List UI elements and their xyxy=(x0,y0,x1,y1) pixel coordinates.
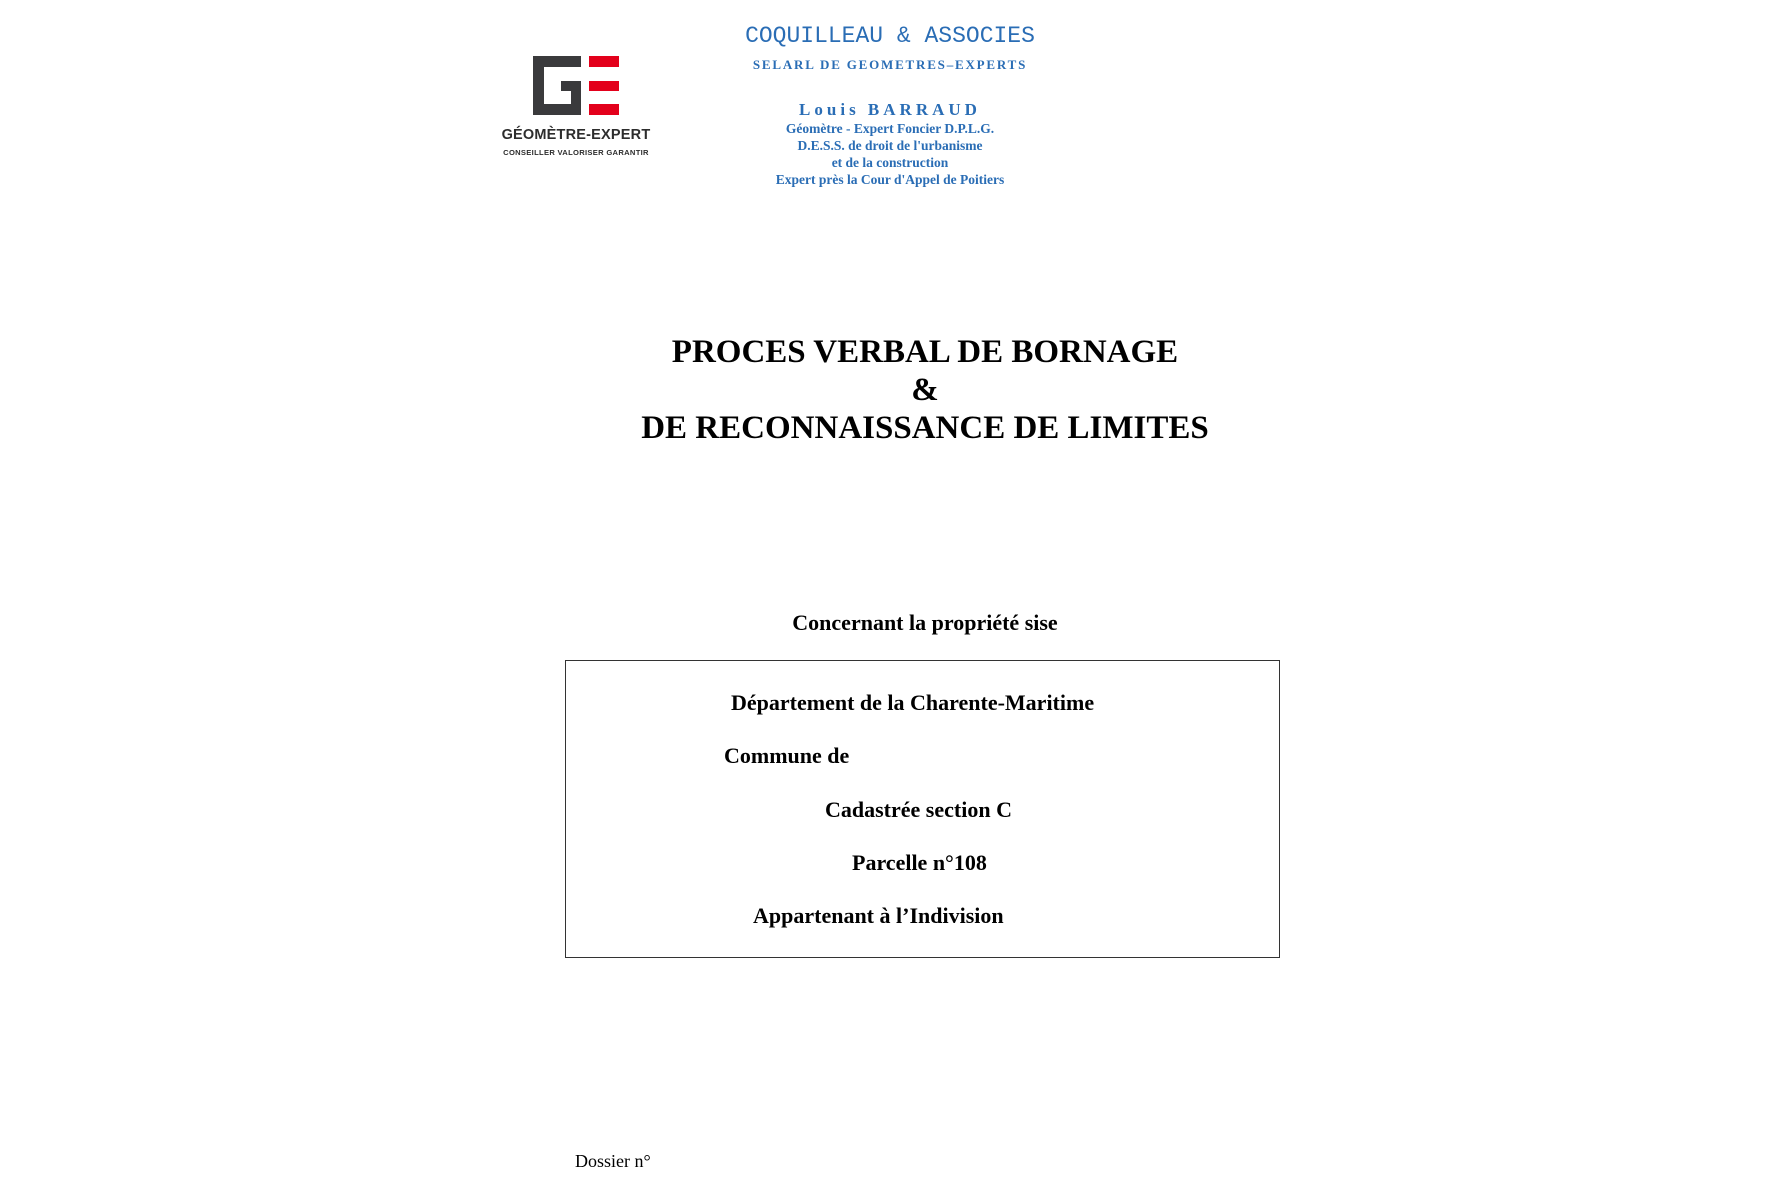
owner-label: Appartenant à l’Indivision xyxy=(753,903,1004,928)
department-label: Département de la Charente-Maritime xyxy=(731,690,1095,715)
geometre-expert-emblem-icon xyxy=(492,50,660,124)
surveyor-name: Louis BARRAUD xyxy=(799,100,981,119)
cadastre-section: Cadastrée section C xyxy=(825,797,1012,822)
firm-type: SELARL DE GEOMETRES–EXPERTS xyxy=(752,57,1028,72)
firm-name: COQUILLEAU & ASSOCIES xyxy=(745,23,1035,49)
dossier-number: Dossier n° xyxy=(575,1151,651,1171)
geometre-expert-logo xyxy=(492,50,660,162)
document-title-line-1: PROCES VERBAL DE BORNAGE xyxy=(671,334,1179,370)
parcel-number: Parcelle n°108 xyxy=(852,850,987,875)
property-intro: Concernant la propriété sise xyxy=(792,610,1058,635)
document-title-ampersand: & xyxy=(911,372,939,408)
credential-line: et de la construction xyxy=(831,155,949,170)
credential-line: Expert près la Cour d'Appel de Poitiers xyxy=(775,172,1005,187)
credential-line: Géomètre - Expert Foncier D.P.L.G. xyxy=(785,121,995,136)
property-details-box xyxy=(565,660,1280,958)
logo-tagline: CONSEILLER VALORISER GARANTIR xyxy=(503,148,649,157)
document-title-line-2: DE RECONNAISSANCE DE LIMITES xyxy=(641,410,1209,446)
commune-label: Commune de xyxy=(724,743,850,768)
credential-line: D.E.S.S. de droit de l'urbanisme xyxy=(797,138,983,153)
logo-name: GÉOMÈTRE-EXPERT xyxy=(501,127,651,143)
